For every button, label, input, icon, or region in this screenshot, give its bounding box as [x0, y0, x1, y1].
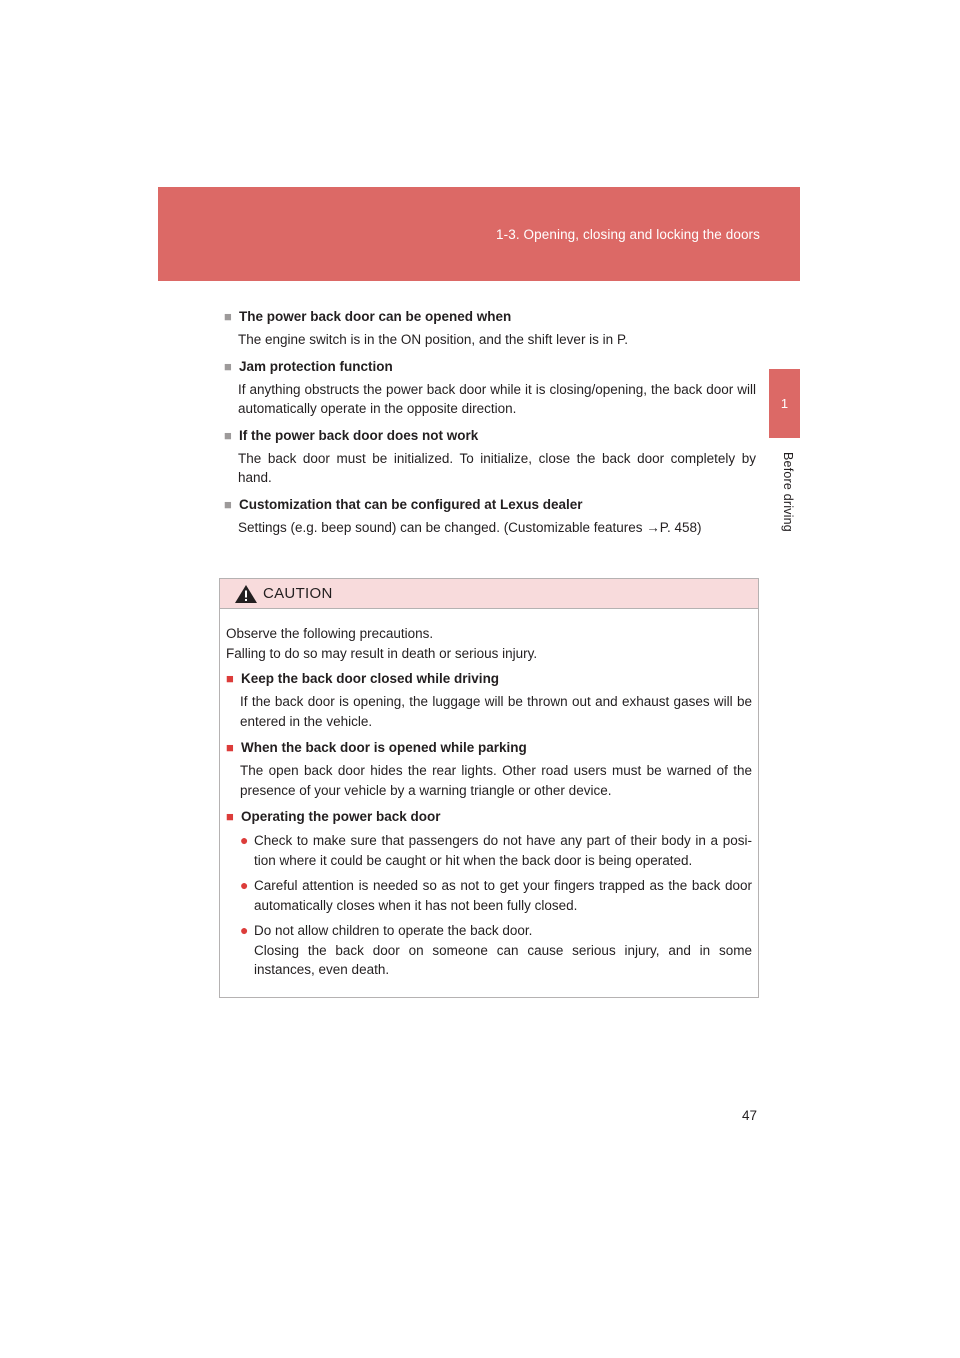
caution-section — [226, 669, 752, 731]
caution-bullet — [240, 921, 752, 980]
chapter-header-band — [158, 187, 800, 281]
square-bullet-icon: ■ — [224, 496, 232, 512]
note-body: The engine switch is in the ON position, and the shift lever is in P. — [238, 332, 628, 347]
caution-intro-line: Falling to do so may result in death or serious injury. — [226, 645, 538, 661]
note-body: The back door must be initialized. To initialize, close the back door completely by hand. — [238, 450, 756, 485]
square-bullet-icon: ■ — [226, 809, 234, 824]
caution-heading: Keep the back door closed while driving — [241, 671, 500, 686]
caution-bullet-text: Check to make sure that passengers do not have any part of their body in a posi-tion where it could be caught or hit when the back door is being operated. — [254, 833, 752, 868]
note-heading: If the power back door does not work — [239, 427, 479, 443]
note-heading: The power back door can be opened when — [239, 309, 512, 324]
note-item — [224, 357, 756, 419]
caution-bullet — [240, 876, 752, 915]
note-body: Settings (e.g. beep sound) can be changed. (Customizable features →P. 458) — [238, 519, 702, 535]
warning-triangle-icon — [234, 584, 258, 604]
caution-intro-line: Observe the following precautions. — [226, 626, 434, 641]
square-bullet-icon: ■ — [224, 427, 232, 443]
note-heading: Jam protection function — [239, 358, 393, 374]
caution-title: CAUTION — [263, 585, 333, 602]
caution-bullet-text: Do not allow children to operate the back door. — [254, 923, 533, 938]
caution-box — [219, 578, 759, 998]
chapter-title: 1-3. Opening, closing and locking the doors — [496, 227, 760, 242]
note-item — [224, 426, 756, 488]
round-bullet-icon: ● — [240, 832, 249, 848]
note-heading: Customization that can be configured at Lexus dealer — [239, 496, 583, 512]
square-bullet-icon: ■ — [224, 358, 232, 374]
caution-section — [226, 738, 752, 800]
caution-section-body: The open back door hides the rear lights. Other road users must be warned of the presence of your vehicle by a warning triangle or other device. — [240, 763, 752, 798]
note-item — [224, 495, 756, 538]
caution-intro — [226, 624, 752, 663]
caution-section — [226, 807, 752, 980]
round-bullet-icon: ● — [240, 922, 249, 938]
caution-bullet-text: Closing the back door on someone can cause serious injury, and in some instances, even death. — [254, 942, 752, 977]
caution-bullet-text: Careful attention is needed so as not to get your fingers trapped as the back door automatically closes when it has not been fully closed. — [254, 878, 752, 913]
square-bullet-icon: ■ — [226, 740, 234, 755]
page-number: 47 — [742, 1108, 758, 1123]
square-bullet-icon: ■ — [224, 309, 232, 324]
caution-content — [220, 609, 758, 980]
caution-bullet — [240, 831, 752, 870]
caution-heading: Operating the power back door — [241, 809, 441, 824]
square-bullet-icon: ■ — [226, 671, 234, 686]
chapter-side-label: Before driving — [781, 452, 795, 532]
chapter-tab: 1 — [769, 369, 800, 438]
caution-header — [220, 579, 758, 609]
notes-section — [224, 307, 756, 544]
round-bullet-icon: ● — [240, 877, 249, 893]
note-item — [224, 307, 756, 350]
caution-section-body: If the back door is opening, the luggage will be thrown out and exhaust gases will be entered in the vehicle. — [240, 694, 752, 729]
caution-heading: When the back door is opened while parking — [241, 740, 527, 755]
note-body: If anything obstructs the power back door while it is closing/opening, the back door will automatically operate in the opposite direction. — [238, 381, 756, 416]
